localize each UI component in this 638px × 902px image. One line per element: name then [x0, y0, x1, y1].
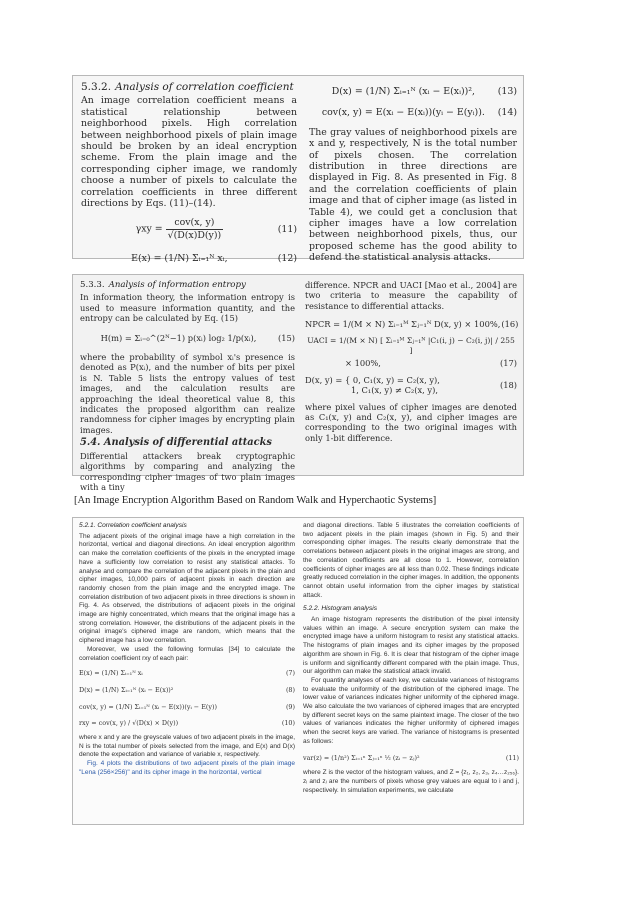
equation-9: cov(x, y) = (1/N) Σᵢ₌₁ᴺ (xᵢ − E(x))(yᵢ − E(y)) (9)	[79, 702, 295, 711]
left-column	[79, 522, 295, 824]
left-column	[81, 81, 297, 265]
equation-16: NPCR = 1/(M × N) Σᵢ₌₁ᴹ Σⱼ₌₁ᴺ D(x, y) × 100%, (16)	[305, 319, 519, 330]
paragraph: For quantity analyses of each key, we calculate variances of histograms to evaluate the uniformity of the distribution of the ciphered image. The lower value of variances indicates higher uniformity of the ciphered image. We also calculate the two variances of ciphered images that are encrypted by different secret keys on the same plaintext image. The closer of the two values of variances indicates the higher uniformity of ciphered images when the secret keys are varied. The variance of histograms is presented as follows:	[303, 676, 519, 745]
paragraph: where pixel values of cipher images are denoted as C₁(x, y) and C₂(x, y), and cipher images are corresponding to the two original images with only 1-bit difference.	[305, 401, 517, 443]
section-heading: 5.2.2. Histogram analysis	[303, 605, 378, 613]
equation-8: D(x) = (1/N) Σᵢ₌₁ᴺ (xᵢ − E(x))² (8)	[79, 685, 295, 694]
paragraph: where the probability of symbol xᵢ's presence is denoted as P(xᵢ), and the number of bits per pixel is N. Table 5 lists the entropy values of test images, and the calculation results are approaching the ideal theoretical value 8, this indicates the proposed algorithm can realize randomness for cipher images by encrypting plain images.	[80, 352, 295, 435]
paragraph: difference. NPCR and UACI [Mao et al., 2004] are two criteria to measure the capability of resistance to differential attacks.	[305, 280, 517, 311]
paragraph: and diagonal directions. Table 5 illustrates the correlation coefficients of two adjacent pixels in the plain images (shown in Fig. 5) and their corresponding cipher images. The results clearly demonstrate that the correlations between adjacent pixels in the original images are strong, and the correlation coefficients are all close to 1. However, correlation coefficients of cipher images are all less than 0.02. These findings indicate greatly reduced correlation in the cipher images. In addition, the opponents cannot obtain useful information from the cipher images by statistical attack.	[303, 522, 519, 599]
right-column	[309, 86, 517, 264]
paragraph: where x and y are the greyscale values of two adjacent pixels in the image, N is the total number of pixels selected from the image, and E(x) and D(x) denote the expectation and variance of variable x, respectively.	[79, 734, 295, 759]
section-heading: 5.3.2. Analysis of correlation coefficient	[81, 81, 294, 93]
right-column	[303, 522, 519, 824]
paragraph: The adjacent pixels of the original image have a high correlation in the horizontal, vertical and diagonal directions. An ideal encryption algorithm can make the correlation coefficients of the pixels in the encrypted image have a sufficiently low correlation to resist any statistical attacks. To analyse and compare the correlation of the adjacent pixels in the plain and cipher images, 10,000 pairs of adjacent pixels in each direction are randomly chosen from the plain image and the encrypted image. The correlation distribution of two adjacent pixels in three directions is shown in Fig. 4. As observed, the distributions of adjacent pixels in the original image are highly concentrated, which means that the original image has a strong correlation. However, the distributions of the adjacent pixels in the original image's ciphered image are random, which means that the ciphered image has a low correlation.	[79, 532, 295, 645]
equation-15: H(m) = Σᵢ₌₀^(2ᴺ−1) p(xᵢ) log₂ 1/p(xᵢ), (15)	[100, 332, 295, 343]
equation-10: rxy = cov(x, y) / √(D(x) × D(y)) (10)	[79, 719, 295, 728]
right-column	[305, 280, 517, 475]
paragraph: An image histogram represents the distribution of the pixel intensity values within an image. A secure encryption system can make the encrypted image have a uniform histogram to resist any statistical attacks. The histograms of plain images and its cipher images by the proposed algorithm are shown in Fig. 6. It is clear that histogram of the cipher image is uniform and significantly different compared with the plain image. Thus, our algorithm can make the statistical attack invalid.	[303, 616, 519, 676]
paragraph: Fig. 4 plots the distributions of two adjacent pixels of the plain image "Lena (256×256)" and its cipher image in the horizontal, vertical	[79, 760, 295, 776]
paragraph: An image correlation coefficient means a statistical relationship between neighborhood pixels. High correlation between neighborhood pixels of plain image should be broken by an ideal encryption scheme. From the plain image and the corresponding cipher image, we randomly choose a number of pixels to calculate the correlation coefficients in three different directions by Eqs. (11)–(14).	[81, 95, 297, 210]
paragraph: Differential attackers break cryptographic algorithms by comparing and analyzing the corresponding cipher images of two plain images with a tiny	[80, 450, 295, 492]
paragraph: where Z is the vector of the histogram values, and Z = {z₁, z₂, z₃, z₄…z₂₅₆}. zᵢ and zⱼ are the numbers of pixels whose grey values are equal to i and j, respectively. In simulation experiments, we calculate	[303, 769, 519, 794]
correlation-coefficient-excerpt	[72, 75, 524, 265]
equation-17-continued: × 100%, (17)	[345, 358, 517, 369]
equation-14: cov(x, y) = E(xᵢ − E(xᵢ))(yᵢ − E(yᵢ)). (14)	[321, 107, 517, 119]
equation-11: var(z) = (1/n²) Σᵢ₌₁ⁿ Σⱼ₌₁ⁿ ½ (zᵢ − zⱼ)² (11)	[303, 753, 519, 762]
left-column	[80, 280, 295, 492]
paragraph: The gray values of neighborhood pixels are x and y, respectively, N is the total number of pixels chosen. The correlation distribution in three directions are displayed in Fig. 8. As presented in Fig. 8 and the correlation coefficients of plain image and that of cipher image (as listed in Table 4), we could get a conclusion that cipher images have a low correlation between neighborhood pixels, thus, our proposed scheme has the good ability to defend the statistical analysis attacks.	[309, 126, 517, 264]
section-heading: 5.4. Analysis of differential attacks	[80, 437, 272, 449]
equation-13: D(x) = (1/N) Σᵢ₌₁ᴺ (xᵢ − E(xᵢ))², (13)	[331, 86, 517, 97]
equation-7: E(x) = (1/N) Σᵢ₌₁ᴺ xᵢ (7)	[79, 669, 295, 678]
equation-12: E(x) = (1/N) Σᵢ₌₁ᴺ xᵢ, (12)	[131, 253, 297, 265]
equation-18: D(x, y) = { 0, C₁(x, y) = C₂(x, y), 1, C₁(x, y) ≠ C₂(x, y), (18)	[305, 374, 517, 396]
equation-17: UACI = 1/(M × N) [ Σᵢ₌₁ᴹ Σⱼ₌₁ᴺ |C₁(i, j) − C₂(i, j)| / 255 ]	[307, 335, 515, 356]
paragraph: Moreover, we used the following formulas [34] to calculate the correlation coefficient rxy of each pair:	[79, 645, 295, 662]
histogram-analysis-excerpt	[72, 517, 524, 825]
section-heading: 5.3.3. Analysis of information entropy	[80, 280, 246, 290]
paragraph: In information theory, the information entropy is used to measure information quantity, and the entropy can be calculated by Eq. (15)	[80, 292, 295, 324]
information-entropy-excerpt	[72, 274, 524, 492]
equation-11: γxy = $\frac{\text{cov(x, y)}}{√(D(x)D(y))}$ (11)	[135, 217, 297, 241]
section-heading: 5.2.1. Correlation coefficient analysis	[79, 522, 187, 529]
figure-caption: [An Image Encryption Algorithm Based on Random Walk and Hyperchaotic Systems]	[74, 495, 437, 506]
